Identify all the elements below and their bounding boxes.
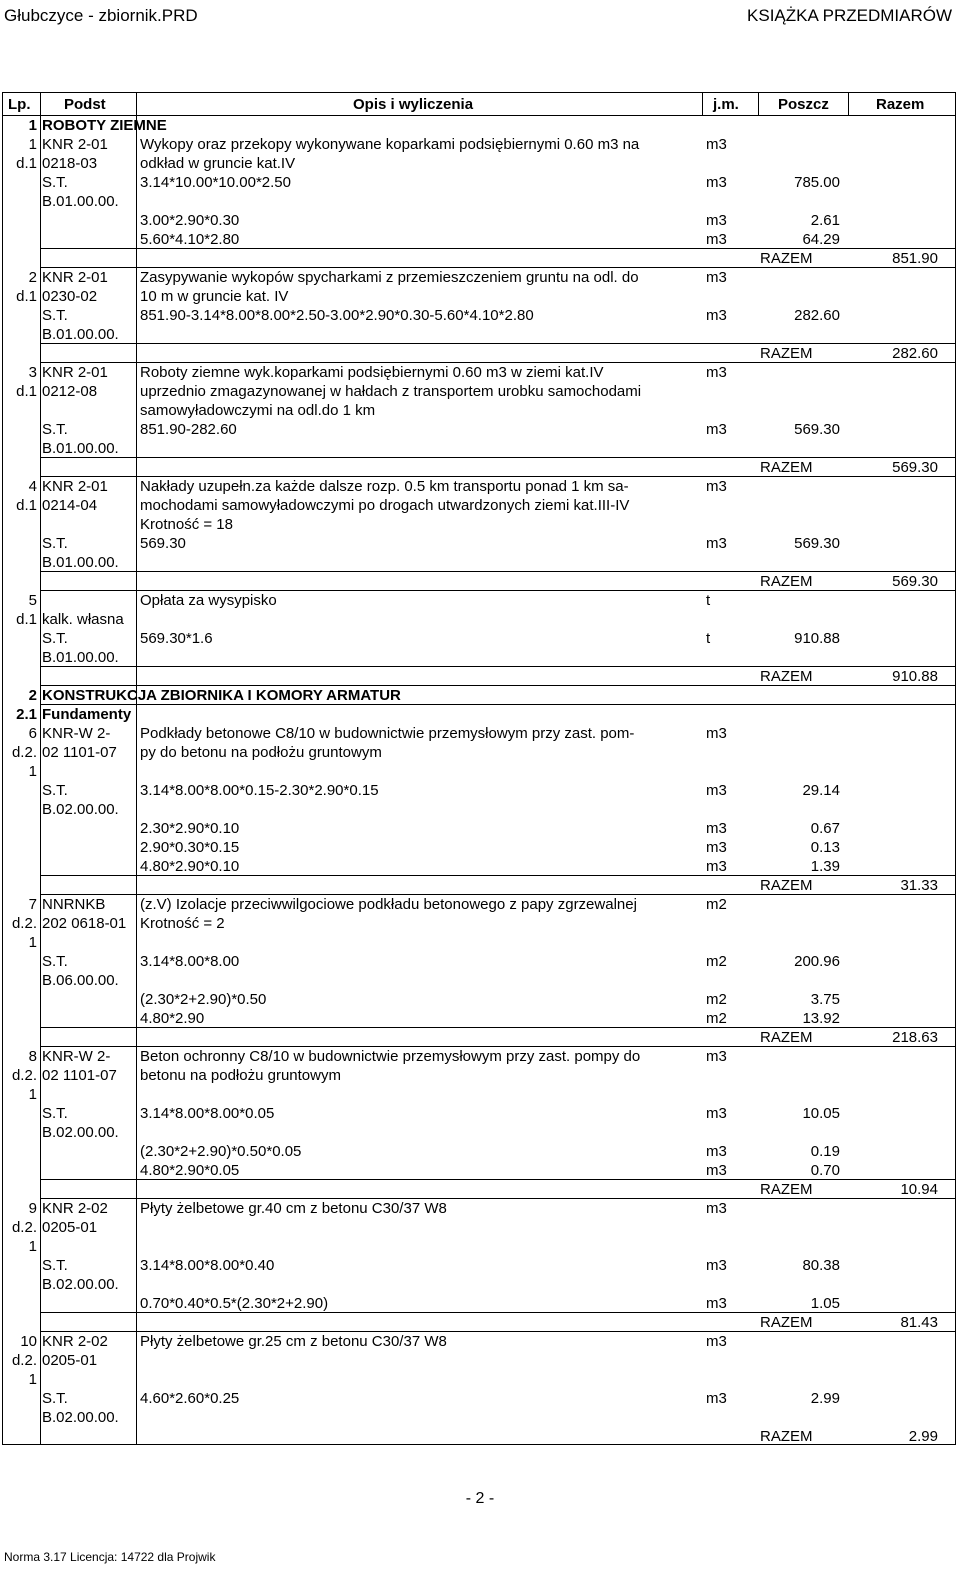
row-podstawa: 202 0618-01	[42, 915, 127, 932]
row-razem-label: RAZEM	[760, 1029, 813, 1046]
row-poszcz: 3.75	[810, 991, 840, 1008]
row-podstawa: NNRNKB	[42, 896, 106, 913]
row-opis: Beton ochronny C8/10 w budownictwie przemysłowym przy zast. pompy do	[140, 1048, 641, 1065]
row-opis: Opłata za wysypisko	[140, 592, 277, 609]
row-razem: 910.88	[892, 668, 938, 685]
row-opis: 4.80*2.90*0.10	[140, 858, 240, 875]
row-podstawa: 0230-02	[42, 288, 98, 305]
row-podstawa: S.T.	[42, 782, 68, 799]
col-border-lp	[40, 92, 41, 1445]
row-poszcz: 569.30	[794, 421, 840, 438]
row-podstawa: B.01.00.00.	[42, 649, 119, 666]
row-opis: 0.70*0.40*0.5*(2.30*2+2.90)	[140, 1295, 329, 1312]
row-lp: d.1	[16, 155, 37, 172]
row-podstawa: S.T.	[42, 535, 68, 552]
row-opis: 4.60*2.60*0.25	[140, 1390, 240, 1407]
col-header-razem: Razem	[876, 96, 925, 113]
col-border-left	[2, 92, 3, 1445]
row-separator	[40, 666, 955, 667]
row-opis: 851.90-282.60	[140, 421, 237, 438]
row-lp: 2.1	[16, 706, 37, 723]
row-razem: 851.90	[892, 250, 938, 267]
row-opis: Nakłady uzupełn.za każde dalsze rozp. 0.5 km transportu ponad 1 km sa-	[140, 478, 629, 495]
row-lp: d.2.	[11, 744, 37, 761]
col-border-podst	[136, 92, 137, 1445]
row-jm: m3	[706, 364, 727, 381]
row-podstawa: ROBOTY ZIEMNE	[42, 117, 167, 134]
row-jm: m3	[706, 1105, 727, 1122]
row-opis: (2.30*2+2.90)*0.50	[140, 991, 267, 1008]
row-poszcz: 64.29	[802, 231, 840, 248]
row-jm: m3	[706, 535, 727, 552]
row-jm: m3	[706, 421, 727, 438]
row-lp: 9	[28, 1200, 37, 1217]
row-opis: Zasypywanie wykopów spycharkami z przemieszczeniem gruntu na odl. do	[140, 269, 639, 286]
row-podstawa: KNR 2-01	[42, 364, 108, 381]
row-jm: m3	[706, 839, 727, 856]
row-podstawa: KNR 2-01	[42, 269, 108, 286]
row-lp: 5	[28, 592, 37, 609]
row-razem-label: RAZEM	[760, 345, 813, 362]
row-lp: 7	[28, 896, 37, 913]
row-opis: betonu na podłożu gruntowym	[140, 1067, 341, 1084]
col-border-poszcz	[848, 92, 849, 116]
row-jm: m3	[706, 1257, 727, 1274]
col-border-opis	[702, 92, 703, 116]
row-opis: Płyty żelbetowe gr.25 cm z betonu C30/37 W8	[140, 1333, 447, 1350]
row-podstawa: 02 1101-07	[42, 1067, 117, 1084]
col-header-opis: Opis i wyliczenia	[353, 96, 474, 113]
row-opis: 2.30*2.90*0.10	[140, 820, 240, 837]
row-opis: 2.90*0.30*0.15	[140, 839, 240, 856]
row-podstawa: S.T.	[42, 1257, 68, 1274]
row-jm: m3	[706, 269, 727, 286]
row-podstawa: 0218-03	[42, 155, 98, 172]
row-jm: m3	[706, 136, 727, 153]
row-razem: 569.30	[892, 573, 938, 590]
row-lp: d.2.	[11, 1352, 37, 1369]
col-header-podst: Podst	[64, 96, 106, 113]
row-podstawa: S.T.	[42, 174, 68, 191]
row-podstawa: KNR 2-01	[42, 136, 108, 153]
row-podstawa: KNR 2-02	[42, 1200, 108, 1217]
row-jm: m2	[706, 896, 727, 913]
row-lp: 1	[28, 1086, 37, 1103]
row-podstawa: B.01.00.00.	[42, 193, 119, 210]
row-poszcz: 13.92	[802, 1010, 840, 1027]
row-razem: 569.30	[892, 459, 938, 476]
row-opis: samowyładowczymi na odl.do 1 km	[140, 402, 376, 419]
table-bottom-border	[2, 1444, 956, 1445]
row-jm: m3	[706, 1143, 727, 1160]
row-separator	[40, 343, 955, 344]
row-podstawa: S.T.	[42, 953, 68, 970]
row-poszcz: 569.30	[794, 535, 840, 552]
row-jm: m3	[706, 231, 727, 248]
row-opis: (z.V) Izolacje przeciwwilgociowe podkładu betonowego z papy zgrzewalnej	[140, 896, 637, 913]
row-poszcz: 29.14	[802, 782, 840, 799]
row-podstawa: B.02.00.00.	[42, 1276, 119, 1293]
row-podstawa: KNR-W 2-	[42, 1048, 111, 1065]
col-header-lp: Lp.	[8, 96, 31, 113]
row-lp: d.2.	[11, 1219, 37, 1236]
row-poszcz: 0.13	[810, 839, 840, 856]
row-razem: 10.94	[900, 1181, 938, 1198]
row-opis: 3.14*8.00*8.00*0.05	[140, 1105, 275, 1122]
row-separator	[40, 457, 955, 458]
row-jm: m3	[706, 858, 727, 875]
row-jm: m3	[706, 782, 727, 799]
row-lp: 1	[28, 1371, 37, 1388]
row-podstawa: B.01.00.00.	[42, 326, 119, 343]
row-opis: Podkłady betonowe C8/10 w budownictwie przemysłowym przy zast. pom-	[140, 725, 635, 742]
row-podstawa: 0205-01	[42, 1352, 98, 1369]
row-lp: 4	[28, 478, 37, 495]
row-opis: 10 m w gruncie kat. IV	[140, 288, 289, 305]
row-poszcz: 80.38	[802, 1257, 840, 1274]
row-podstawa: KONSTRUKCJA ZBIORNIKA I KOMORY ARMATUR	[42, 687, 401, 704]
row-jm: m3	[706, 820, 727, 837]
row-lp: 6	[28, 725, 37, 742]
row-opis: Płyty żelbetowe gr.40 cm z betonu C30/37 W8	[140, 1200, 447, 1217]
row-jm: m3	[706, 307, 727, 324]
row-poszcz: 282.60	[794, 307, 840, 324]
row-opis: 569.30*1.6	[140, 630, 213, 647]
row-jm: m3	[706, 1048, 727, 1065]
row-razem-label: RAZEM	[760, 573, 813, 590]
row-jm: m2	[706, 991, 727, 1008]
row-jm: m3	[706, 174, 727, 191]
row-opis: Krotność = 18	[140, 516, 233, 533]
document-title: Głubczyce - zbiornik.PRD	[4, 6, 198, 25]
row-poszcz: 1.39	[810, 858, 840, 875]
row-podstawa: Fundamenty	[42, 706, 132, 723]
row-podstawa: B.01.00.00.	[42, 554, 119, 571]
row-opis: 4.80*2.90	[140, 1010, 205, 1027]
row-opis: 569.30	[140, 535, 186, 552]
row-opis: (2.30*2+2.90)*0.50*0.05	[140, 1143, 302, 1160]
row-razem: 31.33	[900, 877, 938, 894]
row-opis: 851.90-3.14*8.00*8.00*2.50-3.00*2.90*0.30-5.60*4.10*2.80	[140, 307, 534, 324]
row-podstawa: B.01.00.00.	[42, 440, 119, 457]
row-opis: odkład w gruncie kat.IV	[140, 155, 296, 172]
row-lp: d.1	[16, 383, 37, 400]
row-podstawa: 0214-04	[42, 497, 98, 514]
row-razem-label: RAZEM	[760, 459, 813, 476]
row-razem-label: RAZEM	[760, 1314, 813, 1331]
row-poszcz: 2.99	[810, 1390, 840, 1407]
row-razem: 282.60	[892, 345, 938, 362]
row-opis: 3.00*2.90*0.30	[140, 212, 240, 229]
row-lp: 10	[20, 1333, 37, 1350]
row-podstawa: KNR 2-01	[42, 478, 108, 495]
row-podstawa: 0212-08	[42, 383, 98, 400]
row-jm: m3	[706, 212, 727, 229]
row-podstawa: B.02.00.00.	[42, 1124, 119, 1141]
col-border-right	[955, 92, 956, 1445]
row-razem-label: RAZEM	[760, 668, 813, 685]
row-jm: m3	[706, 1162, 727, 1179]
row-jm: m3	[706, 1295, 727, 1312]
row-jm: m2	[706, 953, 727, 970]
row-lp: 3	[28, 364, 37, 381]
row-razem-label: RAZEM	[760, 250, 813, 267]
row-poszcz: 910.88	[794, 630, 840, 647]
row-poszcz: 0.19	[810, 1143, 840, 1160]
table-top-border	[2, 92, 956, 93]
row-razem-label: RAZEM	[760, 1181, 813, 1198]
row-razem-label: RAZEM	[760, 877, 813, 894]
row-opis: 3.14*10.00*10.00*2.50	[140, 174, 291, 191]
row-lp: 2	[28, 269, 37, 286]
row-jm: m3	[706, 1333, 727, 1350]
row-opis: 3.14*8.00*8.00*0.40	[140, 1257, 275, 1274]
row-jm: m3	[706, 1390, 727, 1407]
row-jm: m3	[706, 478, 727, 495]
row-opis: Roboty ziemne wyk.koparkami podsiębiernymi 0.60 m3 w ziemi kat.IV	[140, 364, 604, 381]
document-type: KSIĄŻKA PRZEDMIARÓW	[747, 6, 952, 25]
col-border-jm	[758, 92, 759, 116]
row-opis: Wykopy oraz przekopy wykonywane koparkami podsiębiernymi 0.60 m3 na	[140, 136, 640, 153]
row-poszcz: 10.05	[802, 1105, 840, 1122]
row-podstawa: KNR 2-02	[42, 1333, 108, 1350]
page-number: - 2 -	[465, 1490, 495, 1507]
row-opis: 3.14*8.00*8.00*0.15-2.30*2.90*0.15	[140, 782, 379, 799]
row-lp: d.1	[16, 611, 37, 628]
row-razem: 81.43	[900, 1314, 938, 1331]
row-lp: d.1	[16, 288, 37, 305]
row-lp: d.1	[16, 497, 37, 514]
row-jm: t	[706, 630, 711, 647]
col-header-jm: j.m.	[713, 96, 739, 113]
row-opis: py do betonu na podłożu gruntowym	[140, 744, 382, 761]
row-poszcz: 0.70	[810, 1162, 840, 1179]
row-opis: Krotność = 2	[140, 915, 225, 932]
row-lp: 1	[28, 117, 37, 134]
row-lp: 2	[28, 687, 37, 704]
row-lp: d.2.	[11, 1067, 37, 1084]
row-jm: m3	[706, 1200, 727, 1217]
col-header-poszcz: Poszcz	[778, 96, 829, 113]
row-poszcz: 200.96	[794, 953, 840, 970]
row-podstawa: S.T.	[42, 1390, 68, 1407]
row-podstawa: KNR-W 2-	[42, 725, 111, 742]
row-separator	[40, 571, 955, 572]
row-lp: 1	[28, 763, 37, 780]
row-razem-label: RAZEM	[760, 1428, 813, 1445]
row-podstawa: B.02.00.00.	[42, 1409, 119, 1426]
row-podstawa: 02 1101-07	[42, 744, 117, 761]
row-podstawa: S.T.	[42, 307, 68, 324]
row-jm: m2	[706, 1010, 727, 1027]
row-podstawa: S.T.	[42, 421, 68, 438]
row-opis: mochodami samowyładowczymi po drogach utwardzonych ziemi kat.III-IV	[140, 497, 630, 514]
row-poszcz: 2.61	[810, 212, 840, 229]
row-poszcz: 785.00	[794, 174, 840, 191]
row-jm: m3	[706, 725, 727, 742]
row-lp: 1	[28, 934, 37, 951]
row-lp: 1	[28, 1238, 37, 1255]
row-podstawa: S.T.	[42, 1105, 68, 1122]
row-lp: d.2.	[11, 915, 37, 932]
license-note: Norma 3.17 Licencja: 14722 dla Projwik	[4, 1550, 216, 1564]
row-razem: 218.63	[892, 1029, 938, 1046]
row-jm: t	[706, 592, 711, 609]
row-lp: 1	[28, 136, 37, 153]
row-podstawa: B.06.00.00.	[42, 972, 119, 989]
row-lp: 8	[28, 1048, 37, 1065]
row-opis: 3.14*8.00*8.00	[140, 953, 240, 970]
row-podstawa: B.02.00.00.	[42, 801, 119, 818]
row-razem: 2.99	[908, 1428, 938, 1445]
row-poszcz: 0.67	[810, 820, 840, 837]
row-podstawa: 0205-01	[42, 1219, 98, 1236]
row-podstawa: kalk. własna	[42, 611, 124, 628]
row-opis: uprzednio zmagazynowanej w hałdach z transportem urobku samochodami	[140, 383, 642, 400]
row-opis: 5.60*4.10*2.80	[140, 231, 240, 248]
row-opis: 4.80*2.90*0.05	[140, 1162, 240, 1179]
row-podstawa: S.T.	[42, 630, 68, 647]
row-poszcz: 1.05	[810, 1295, 840, 1312]
